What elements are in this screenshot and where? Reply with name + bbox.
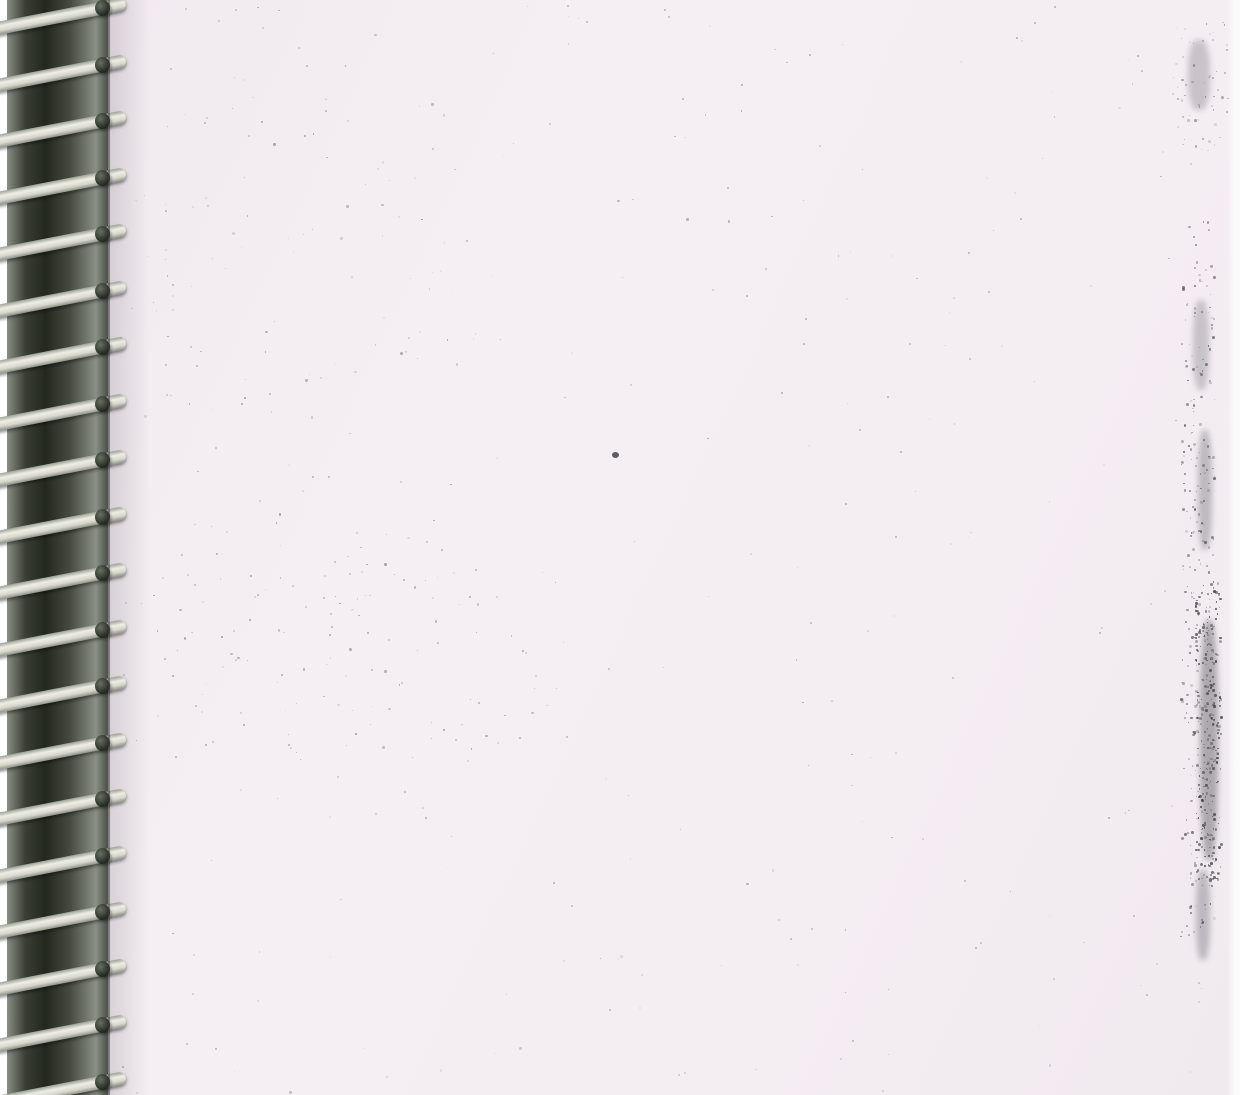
binding-shadow <box>108 0 150 1095</box>
paper-page <box>108 0 1240 1095</box>
paper-right-edge <box>1227 0 1240 1095</box>
page-edge <box>108 0 110 1095</box>
spiral-binding <box>7 0 108 1095</box>
